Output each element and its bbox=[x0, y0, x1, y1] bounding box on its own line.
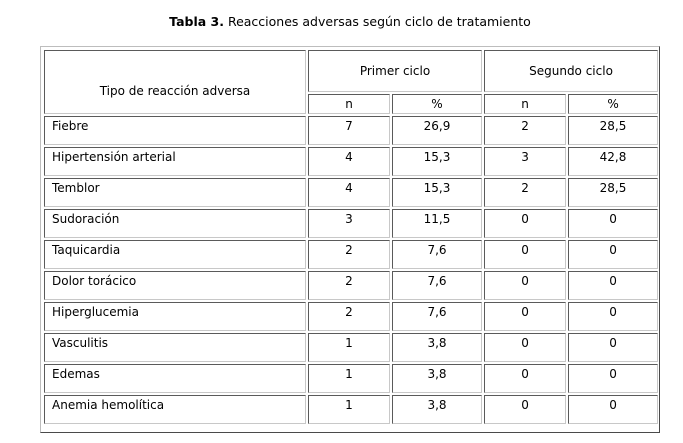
table-row bbox=[44, 178, 658, 207]
table-body bbox=[44, 116, 658, 424]
adverse-reactions-table bbox=[42, 48, 660, 426]
cell-n-primer: 4 bbox=[308, 147, 390, 176]
header-row bbox=[44, 50, 658, 92]
cell-n-segundo: 2 bbox=[484, 116, 566, 145]
header-tipo: Tipo de reacción adversa bbox=[44, 50, 306, 114]
cell-pct-primer: 7,6 bbox=[392, 240, 482, 269]
cell-n-segundo: 2 bbox=[484, 178, 566, 207]
subheader-pct-primer: % bbox=[392, 94, 482, 114]
cell-pct-primer: 15,3 bbox=[392, 178, 482, 207]
table-row bbox=[44, 364, 658, 393]
cell-pct-segundo: 0 bbox=[568, 395, 658, 424]
table-row bbox=[44, 116, 658, 145]
cell-pct-primer: 3,8 bbox=[392, 333, 482, 362]
table-row bbox=[44, 209, 658, 238]
cell-pct-segundo: 0 bbox=[568, 209, 658, 238]
subheader-n-primer: n bbox=[308, 94, 390, 114]
cell-n-segundo: 0 bbox=[484, 209, 566, 238]
subheader-pct-segundo: % bbox=[568, 94, 658, 114]
cell-pct-segundo: 28,5 bbox=[568, 178, 658, 207]
cell-n-segundo: 0 bbox=[484, 333, 566, 362]
cell-pct-segundo: 0 bbox=[568, 271, 658, 300]
table-caption bbox=[0, 14, 683, 29]
caption-lead: Tabla 3. bbox=[169, 14, 224, 29]
cell-n-primer: 2 bbox=[308, 302, 390, 331]
cell-reaction-name: Hipertensión arterial bbox=[44, 147, 306, 176]
cell-n-segundo: 0 bbox=[484, 395, 566, 424]
table-row bbox=[44, 395, 658, 424]
cell-reaction-name: Vasculitis bbox=[44, 333, 306, 362]
cell-reaction-name: Taquicardia bbox=[44, 240, 306, 269]
cell-n-primer: 2 bbox=[308, 240, 390, 269]
cell-pct-segundo: 0 bbox=[568, 240, 658, 269]
cell-reaction-name: Anemia hemolítica bbox=[44, 395, 306, 424]
cell-reaction-name: Hiperglucemia bbox=[44, 302, 306, 331]
cell-pct-segundo: 42,8 bbox=[568, 147, 658, 176]
cell-n-primer: 1 bbox=[308, 333, 390, 362]
adverse-reactions-table-frame bbox=[40, 46, 660, 433]
cell-n-segundo: 0 bbox=[484, 364, 566, 393]
cell-n-primer: 4 bbox=[308, 178, 390, 207]
cell-pct-segundo: 0 bbox=[568, 333, 658, 362]
table-row bbox=[44, 240, 658, 269]
cell-pct-segundo: 0 bbox=[568, 302, 658, 331]
table-row bbox=[44, 271, 658, 300]
cell-pct-primer: 7,6 bbox=[392, 302, 482, 331]
caption-text: Reacciones adversas según ciclo de tratamiento bbox=[223, 14, 531, 29]
cell-pct-segundo: 28,5 bbox=[568, 116, 658, 145]
cell-n-primer: 3 bbox=[308, 209, 390, 238]
cell-n-segundo: 0 bbox=[484, 240, 566, 269]
cell-pct-primer: 26,9 bbox=[392, 116, 482, 145]
cell-reaction-name: Temblor bbox=[44, 178, 306, 207]
cell-n-primer: 2 bbox=[308, 271, 390, 300]
header-segundo-ciclo: Segundo ciclo bbox=[484, 50, 658, 92]
cell-pct-primer: 3,8 bbox=[392, 364, 482, 393]
table-row bbox=[44, 147, 658, 176]
table-row bbox=[44, 333, 658, 362]
table-row bbox=[44, 302, 658, 331]
cell-n-segundo: 0 bbox=[484, 271, 566, 300]
cell-n-primer: 1 bbox=[308, 395, 390, 424]
cell-reaction-name: Fiebre bbox=[44, 116, 306, 145]
cell-pct-segundo: 0 bbox=[568, 364, 658, 393]
cell-reaction-name: Sudoración bbox=[44, 209, 306, 238]
subheader-n-segundo: n bbox=[484, 94, 566, 114]
cell-n-segundo: 3 bbox=[484, 147, 566, 176]
cell-reaction-name: Dolor torácico bbox=[44, 271, 306, 300]
cell-n-primer: 1 bbox=[308, 364, 390, 393]
cell-pct-primer: 3,8 bbox=[392, 395, 482, 424]
header-primer-ciclo: Primer ciclo bbox=[308, 50, 482, 92]
cell-n-primer: 7 bbox=[308, 116, 390, 145]
cell-pct-primer: 11,5 bbox=[392, 209, 482, 238]
cell-pct-primer: 15,3 bbox=[392, 147, 482, 176]
cell-reaction-name: Edemas bbox=[44, 364, 306, 393]
cell-pct-primer: 7,6 bbox=[392, 271, 482, 300]
cell-n-segundo: 0 bbox=[484, 302, 566, 331]
